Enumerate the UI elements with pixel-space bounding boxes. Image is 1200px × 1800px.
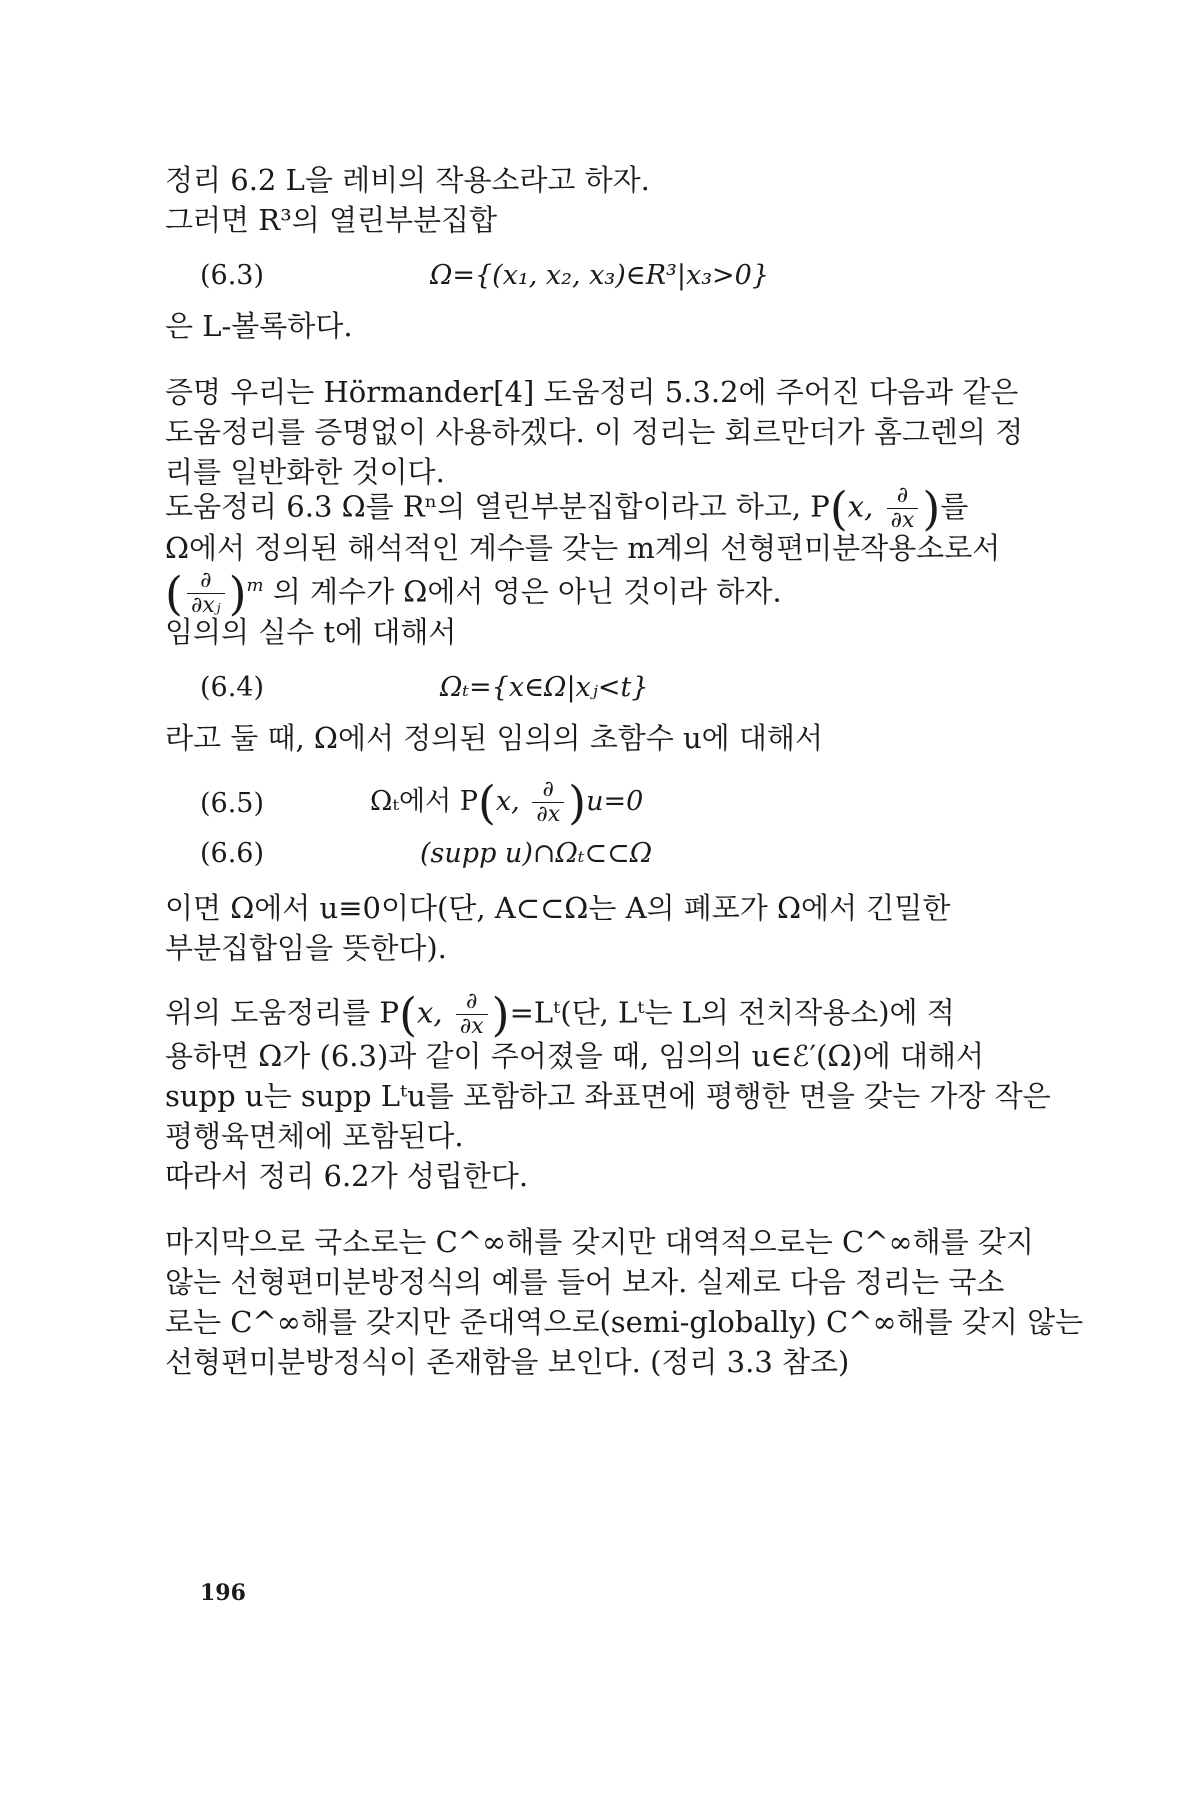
page-number: 196: [200, 1580, 246, 1606]
equation-number: (6.4): [200, 672, 265, 703]
partial-fraction: $\frac{\partial}{\partial x}$: [887, 484, 919, 533]
lemma-text: 를: [940, 489, 969, 524]
theorem-heading: 정리 6.2 L을 레비의 작용소라고 하자.: [165, 163, 650, 197]
equation-6-6: (supp u)∩Ωₜ⊂⊂Ω: [420, 838, 653, 869]
lemma-line: Ω에서 정의된 해석적인 계수를 갖는 m계의 선형편미분작용소로서: [165, 531, 1001, 565]
lemma-line: [165, 566, 1020, 621]
equation-6-5: Ωₜ에서 P(x, $\frac{\partial}{\partial x}$ )u=0: [370, 775, 644, 830]
left-paren: (: [829, 481, 848, 536]
equation-number: (6.6): [200, 838, 265, 869]
equation-number: (6.3): [200, 260, 265, 291]
lemma-heading: [165, 481, 1020, 536]
right-paren: ): [922, 481, 941, 536]
proof-line: 리를 일반화한 것이다.: [165, 455, 445, 489]
right-paren: ): [228, 566, 247, 621]
final-line: 선형편미분방정식이 존재함을 보인다. (정리 3.3 참조): [165, 1345, 850, 1379]
lemma-line: 임의의 실수 t에 대해서: [165, 615, 457, 649]
lemma-text: 도움정리 6.3 Ω를 Rⁿ의 열린부분집합이라고 하고, P: [165, 489, 830, 524]
proof-line: 도움정리를 증명없이 사용하겠다. 이 정리는 회르만더가 홈그렌의 정: [165, 415, 1024, 449]
paragraph-line: 위의 도움정리를 P(x, $\frac{\partial}{\partial x}$ )=Lᵗ(단, Lᵗ는 L의 전치작용소)에 적: [165, 987, 955, 1042]
conclusion-line: 부분집합임을 뜻한다).: [165, 931, 447, 965]
left-paren: (: [165, 566, 183, 621]
lemma-text: 의 계수가 Ω에서 영은 아닌 것이라 하자.: [272, 574, 782, 609]
theorem-conclusion: 은 L-볼록하다.: [165, 309, 353, 343]
proof-line: 증명 우리는 Hörmander[4] 도움정리 5.3.2에 주어진 다음과 같은: [165, 375, 1019, 409]
final-line: 로는 C^∞해를 갖지만 준대역으로(semi-globally) C^∞해를 갖지 않는: [165, 1305, 1084, 1339]
partial-fraction-xj: $\frac{\partial}{\text{∂xⱼ}}$: [187, 569, 225, 618]
equation-6-4: Ωₜ={x∈Ω|xⱼ<t}: [440, 672, 649, 703]
theorem-line: 그러면 R³의 열린부분집합: [165, 203, 498, 237]
conclusion-line: 이면 Ω에서 u≡0이다(단, A⊂⊂Ω는 A의 폐포가 Ω에서 긴밀한: [165, 891, 951, 925]
final-line: 마지막으로 국소로는 C^∞해를 갖지만 대역적으로는 C^∞해를 갖지: [165, 1225, 1034, 1259]
lemma-line: 라고 둘 때, Ω에서 정의된 임의의 초함수 u에 대해서: [165, 721, 823, 755]
equation-6-3: Ω={(x₁, x₂, x₃)∈R³|x₃>0}: [430, 260, 770, 291]
paragraph-line: 따라서 정리 6.2가 성립한다.: [165, 1159, 529, 1193]
paragraph-line: supp u는 supp Lᵗu를 포함하고 좌표면에 평행한 면을 갖는 가장 작은: [165, 1079, 1051, 1113]
final-line: 않는 선형편미분방정식의 예를 들어 보자. 실제로 다음 정리는 국소: [165, 1265, 1005, 1299]
equation-number: (6.5): [200, 788, 265, 819]
paragraph-line: 평행육면체에 포함된다.: [165, 1119, 464, 1153]
paragraph-line: 용하면 Ω가 (6.3)과 같이 주어졌을 때, 임의의 u∈ℰ′(Ω)에 대해서: [165, 1039, 984, 1073]
power-m: m: [246, 575, 264, 596]
variable-x: x,: [847, 489, 874, 524]
